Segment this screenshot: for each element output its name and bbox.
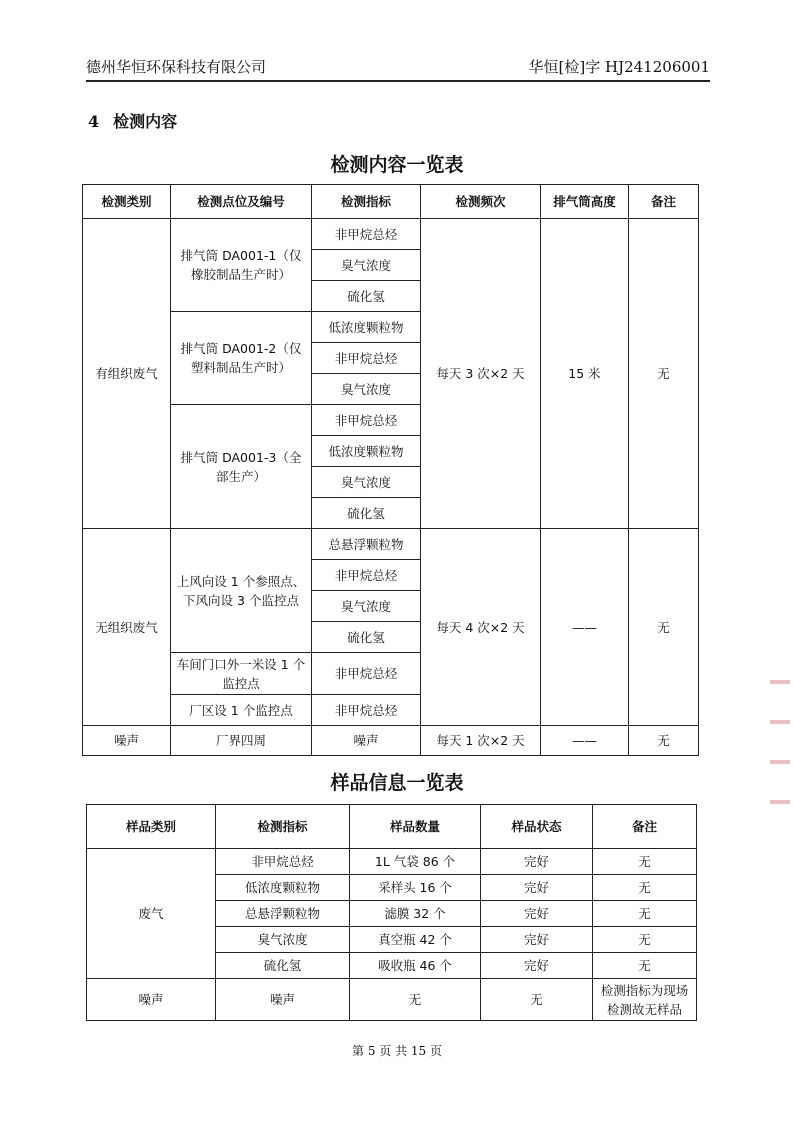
point-cell: 排气筒 DA001-3（全部生产） xyxy=(171,405,312,529)
table-row xyxy=(83,726,699,756)
item-cell: 臭气浓度 xyxy=(312,250,421,281)
col-header: 检测频次 xyxy=(421,185,541,219)
state-cell: 完好 xyxy=(481,953,593,979)
page-footer: 第 5 页 共 15 页 xyxy=(352,1044,442,1058)
qty-cell: 无 xyxy=(350,979,481,1021)
col-header: 检测指标 xyxy=(312,185,421,219)
item-cell: 总悬浮颗粒物 xyxy=(312,529,421,560)
page-header xyxy=(86,58,710,82)
state-cell: 无 xyxy=(481,979,593,1021)
section-number: 4 xyxy=(88,112,100,131)
note-cell: 无 xyxy=(593,875,697,901)
item-cell: 硫化氢 xyxy=(312,281,421,312)
item-cell: 非甲烷总烃 xyxy=(312,560,421,591)
item-cell: 低浓度颗粒物 xyxy=(312,436,421,467)
category-cell: 无组织废气 xyxy=(83,529,171,726)
point-cell: 车间门口外一米设 1 个监控点 xyxy=(171,653,312,695)
table-header-row xyxy=(87,805,697,849)
note-cell: 检测指标为现场检测故无样品 xyxy=(593,979,697,1021)
table-row xyxy=(83,219,699,250)
col-header: 样品状态 xyxy=(481,805,593,849)
item-cell: 低浓度颗粒物 xyxy=(216,875,350,901)
table-row xyxy=(87,979,697,1021)
point-cell: 厂区设 1 个监控点 xyxy=(171,695,312,726)
stamp-edge-mark xyxy=(770,800,790,804)
height-cell: —— xyxy=(541,726,629,756)
col-header: 样品数量 xyxy=(350,805,481,849)
note-cell: 无 xyxy=(629,219,699,529)
inspection-content-table xyxy=(82,184,699,756)
col-header: 样品类别 xyxy=(87,805,216,849)
height-cell: —— xyxy=(541,529,629,726)
item-cell: 非甲烷总烃 xyxy=(312,653,421,695)
qty-cell: 吸收瓶 46 个 xyxy=(350,953,481,979)
col-header: 检测指标 xyxy=(216,805,350,849)
company-name: 德州华恒环保科技有限公司 xyxy=(86,58,267,76)
table-header-row xyxy=(83,185,699,219)
note-cell: 无 xyxy=(593,849,697,875)
table-row xyxy=(87,849,697,875)
stamp-edge-mark xyxy=(770,760,790,764)
col-header: 排气筒高度 xyxy=(541,185,629,219)
qty-cell: 1L 气袋 86 个 xyxy=(350,849,481,875)
point-cell: 上风向设 1 个参照点、下风向设 3 个监控点 xyxy=(171,529,312,653)
state-cell: 完好 xyxy=(481,875,593,901)
item-cell: 硫化氢 xyxy=(312,622,421,653)
point-cell: 厂界四周 xyxy=(171,726,312,756)
item-cell: 硫化氢 xyxy=(312,498,421,529)
report-number: 华恒[检]字 HJ241206001 xyxy=(528,58,710,76)
qty-cell: 采样头 16 个 xyxy=(350,875,481,901)
table-row xyxy=(83,529,699,560)
qty-cell: 滤膜 32 个 xyxy=(350,901,481,927)
item-cell: 非甲烷总烃 xyxy=(216,849,350,875)
state-cell: 完好 xyxy=(481,927,593,953)
item-cell: 噪声 xyxy=(312,726,421,756)
point-cell: 排气筒 DA001-1（仅橡胶制品生产时） xyxy=(171,219,312,312)
note-cell: 无 xyxy=(593,901,697,927)
item-cell: 非甲烷总烃 xyxy=(312,219,421,250)
col-header: 备注 xyxy=(593,805,697,849)
item-cell: 总悬浮颗粒物 xyxy=(216,901,350,927)
frequency-cell: 每天 3 次×2 天 xyxy=(421,219,541,529)
table2-title: 样品信息一览表 xyxy=(330,772,464,794)
item-cell: 非甲烷总烃 xyxy=(312,405,421,436)
frequency-cell: 每天 4 次×2 天 xyxy=(421,529,541,726)
item-cell: 臭气浓度 xyxy=(312,374,421,405)
category-cell: 有组织废气 xyxy=(83,219,171,529)
category-cell: 噪声 xyxy=(87,979,216,1021)
qty-cell: 真空瓶 42 个 xyxy=(350,927,481,953)
sample-info-table xyxy=(86,804,697,1021)
section-title: 检测内容 xyxy=(113,112,178,131)
section-heading xyxy=(88,109,177,132)
item-cell: 臭气浓度 xyxy=(216,927,350,953)
stamp-edge-mark xyxy=(770,680,790,684)
stamp-edge-mark xyxy=(770,720,790,724)
item-cell: 低浓度颗粒物 xyxy=(312,312,421,343)
state-cell: 完好 xyxy=(481,849,593,875)
frequency-cell: 每天 1 次×2 天 xyxy=(421,726,541,756)
item-cell: 非甲烷总烃 xyxy=(312,695,421,726)
item-cell: 非甲烷总烃 xyxy=(312,343,421,374)
note-cell: 无 xyxy=(629,726,699,756)
table1-title: 检测内容一览表 xyxy=(330,154,464,176)
state-cell: 完好 xyxy=(481,901,593,927)
col-header: 备注 xyxy=(629,185,699,219)
note-cell: 无 xyxy=(593,927,697,953)
note-cell: 无 xyxy=(593,953,697,979)
height-cell: 15 米 xyxy=(541,219,629,529)
item-cell: 臭气浓度 xyxy=(312,591,421,622)
col-header: 检测类别 xyxy=(83,185,171,219)
note-cell: 无 xyxy=(629,529,699,726)
item-cell: 噪声 xyxy=(216,979,350,1021)
col-header: 检测点位及编号 xyxy=(171,185,312,219)
point-cell: 排气筒 DA001-2（仅塑料制品生产时） xyxy=(171,312,312,405)
category-cell: 废气 xyxy=(87,849,216,979)
item-cell: 臭气浓度 xyxy=(312,467,421,498)
item-cell: 硫化氢 xyxy=(216,953,350,979)
category-cell: 噪声 xyxy=(83,726,171,756)
